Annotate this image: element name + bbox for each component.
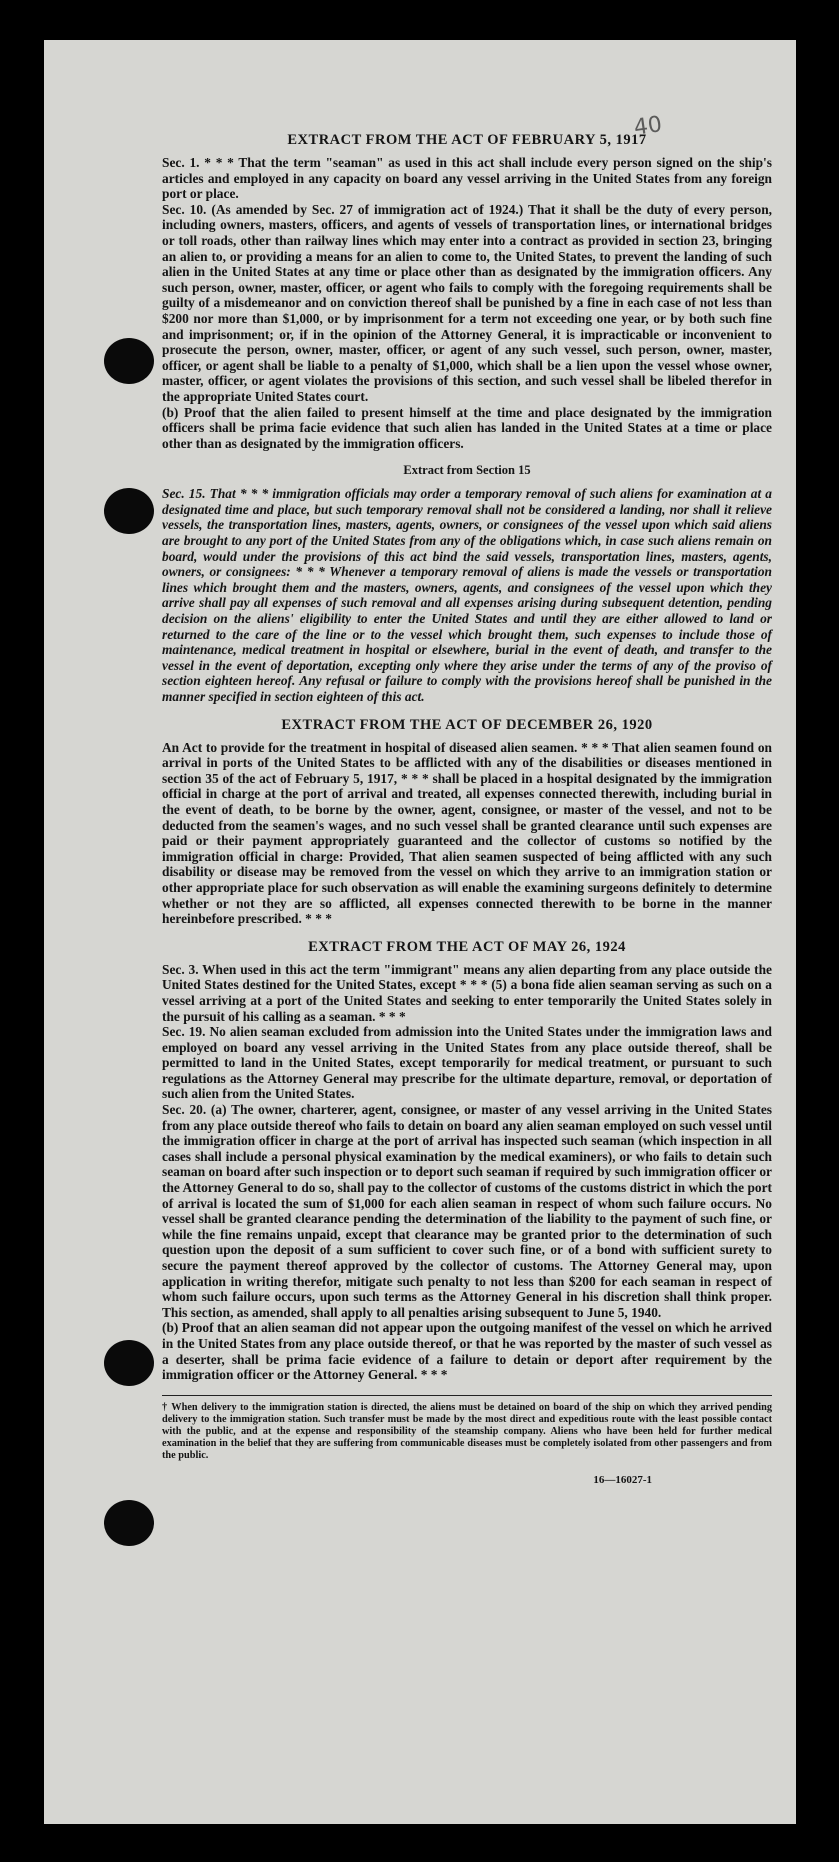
form-number: 16—16027-1 [593, 1473, 652, 1486]
footnote [162, 1395, 772, 1462]
document-page [44, 40, 796, 1824]
punch-hole [104, 1340, 154, 1386]
paragraph: Sec. 20. (a) The owner, charterer, agent, consignee, or master of any vessel arriving in the United States from any place outside thereof who fails to detain on board any alien seaman employed on such vessel until the immigration officer in charge at the port of arrival has inspected such seaman (which inspection in all cases shall include a personal physical examination by the medical examiners), or who fails to detain such seaman on board after such inspection or to deport such seaman if required by such immigration officer or the Attorney General to do so, shall pay to the collector of customs of the customs district in which the port of arrival is located the sum of $1,000 for each alien seaman in respect of whom such failure occurs. No vessel shall be granted clearance pending the determination of the liability to the payment of such fine, or while the fine remains unpaid, except that clearance may be granted prior to the determination of such question upon the deposit of a sum sufficient to cover such fine, or of a bond with sufficient surety to secure the payment thereof approved by the collector of customs. The Attorney General may, upon application in writing therefor, mitigate such penalty to not less than $200 for each seaman in respect of whom such failure occurs, upon such terms as the Attorney General in his discretion shall think proper. This section, as amended, shall apply to all penalties arising subsequent to June 5, 1940. [162, 1102, 772, 1320]
paragraph: Sec. 3. When used in this act the term "immigrant" means any alien departing from any place outside the United States destined for the United States, except * * * (5) a bona fide alien seaman serving as such on a vessel arriving at a port of the United States and seeking to enter temporarily the United States solely in the pursuit of his calling as a seaman. * * * [162, 961, 772, 1024]
handwritten-mark: 40 [632, 112, 664, 141]
paragraph: Sec. 15. That * * * immigration officials may order a temporary removal of such aliens for examination at a designated time and place, but such temporary removal shall not be considered a landing, nor shall it relieve vessels, the transportation lines, masters, agents, owners, or consignees of the vessel upon which said aliens are brought to any port of the United States from any of the obligations which, in case such aliens remain on board, would under the provisions of this act bind the said vessels, transportation lines, masters, agents, owners, or consignees: * * * Whenever a temporary removal of aliens is made the vessels or transportation lines which brought them and the masters, owners, agents, and consignees of the vessel upon which they arrive shall pay all expenses of such removal and all expenses arising during subsequent detention, pending decision on the aliens' eligibility to enter the United States and until they are either allowed to land or returned to the care of the line or to the vessel which brought them, such expenses to include those of maintenance, medical treatment in hospital or elsewhere, burial in the event of death, and transfer to the vessel in the event of deportation, excepting only where they arise under the terms of any of the proviso of section eighteen hereof. Any refusal or failure to comply with the provisions hereof shall be punished in the manner specified in section eighteen of this act. [162, 486, 772, 704]
paragraph: (b) Proof that the alien failed to present himself at the time and place designated by the immigration officers shall be prima facie evidence that such alien has landed in the United States at a time or place other than as designated by the immigration officers. [162, 404, 772, 451]
section-15-extract [162, 463, 772, 704]
act-1917-extract [162, 132, 772, 451]
punch-hole [104, 1500, 154, 1546]
act-1920-extract [162, 717, 772, 927]
section-heading: EXTRACT FROM THE ACT OF FEBRUARY 5, 1917 [287, 132, 647, 148]
paragraph: Sec. 1. * * * That the term "seaman" as used in this act shall include every person signed on the ship's articles and employed in any capacity on board any vessel arriving in the United States from any foreign port or place. [162, 155, 772, 202]
section-heading: EXTRACT FROM THE ACT OF MAY 26, 1924 [308, 938, 626, 955]
paragraph: An Act to provide for the treatment in hospital of diseased alien seamen. * * * That alien seamen found on arrival in ports of the United States to be afflicted with any of the disabilities or diseases mentioned in section 35 of the act of February 5, 1917, * * * shall be placed in a hospital designated by the immigration official in charge at the port of arrival and treated, all expenses connected therewith, including burial in the event of death, to be borne by the owner, agent, consignee, or master of the vessel, and not to be deducted from the seamen's wages, and no such vessel shall be granted clearance until such expenses are paid or their payment appropriately guaranteed and the collector of customs so notified by the immigration official in charge: Provided, That alien seamen suspected of being afflicted with any such disability or disease may be removed from the vessel on which they arrive to an immigration station or other appropriate place for such observation as will enable the examining surgeons definitely to determine whether or not they are so afflicted, all expenses connected therewith to be borne in the manner hereinbefore prescribed. * * * [162, 739, 772, 927]
paragraph: Sec. 19. No alien seaman excluded from admission into the United States under the immigration laws and employed on board any vessel arriving in the United States from any place outside thereof, shall be permitted to land in the United States, except temporarily for medical treatment, or pursuant to such regulations as the Attorney General may prescribe for the ultimate departure, removal, or deportation of such alien from the United States. [162, 1024, 772, 1102]
section-heading: Extract from Section 15 [403, 463, 531, 478]
punch-hole [104, 488, 154, 534]
punch-hole [104, 338, 154, 384]
footnote-text: † When delivery to the immigration station is directed, the aliens must be detained on board of the ship on which they arrived pending delivery to the immigration station. Such transfer must be made by the most direct and expeditious route with the least possible contact with the public, and at the expense and responsibility of the steamship company. Aliens who have been held for further medical examination in the belief that they are suffering from communicable diseases must be completely isolated from other passengers and from the public. [162, 1401, 772, 1461]
act-1924-extract [162, 939, 772, 1383]
section-heading: EXTRACT FROM THE ACT OF DECEMBER 26, 1920 [281, 716, 653, 733]
document-body [162, 132, 772, 1486]
paragraph: Sec. 10. (As amended by Sec. 27 of immigration act of 1924.) That it shall be the duty of every person, including owners, masters, officers, and agents of vessels of transportation lines, or international bridges or toll roads, other than railway lines which may enter into a contract as provided in section 23, bringing an alien to, or providing a means for an alien to come to, the United States, to prevent the landing of such alien in the United States at any time or place other than as designated by the immigration officers. Any such person, owner, master, officer, or agent who fails to comply with the foregoing requirements shall be guilty of a misdemeanor and on conviction thereof shall be punished by a fine in each case of not less than $200 nor more than $1,000, or by imprisonment for a term not exceeding one year, or by both such fine and imprisonment; or, if in the opinion of the Attorney General, it is impracticable or inconvenient to prosecute the person, owner, master, officer, or agent of any such vessel, such person, owner, master, officer, or agent shall be liable to a penalty of $1,000, which shall be a lien upon the vessel whose owner, master, officer, or agent violates the provisions of this section, and such vessel shall be libeled therefor in the appropriate United States court. [162, 201, 772, 404]
paragraph: (b) Proof that an alien seaman did not appear upon the outgoing manifest of the vessel on which he arrived in the United States from any place outside thereof, or that he was reported by the master of such vessel as a deserter, shall be prima facie evidence of a failure to detain or deport after requirement by the immigration officer or the Attorney General. * * * [162, 1320, 772, 1383]
